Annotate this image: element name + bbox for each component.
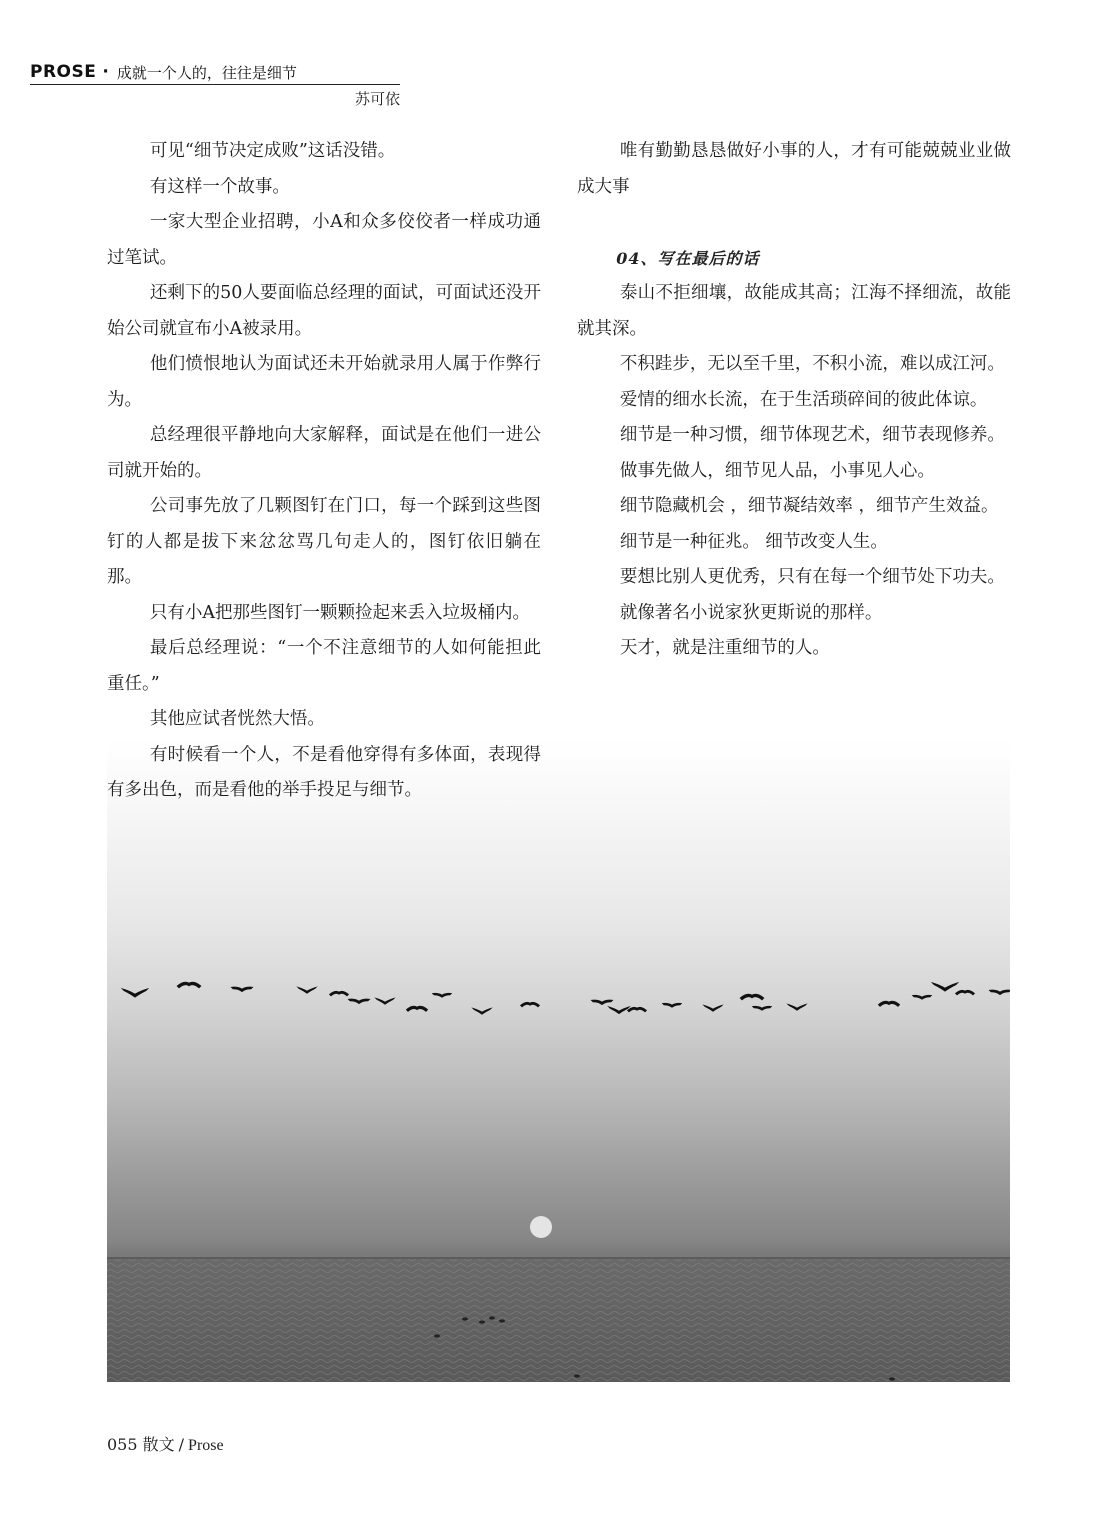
- footer-separator: /: [178, 1435, 185, 1454]
- bird-icon: [591, 1000, 613, 1005]
- magazine-name-cn: 散文: [142, 1435, 175, 1454]
- bird-icon: [703, 1005, 722, 1011]
- section-tag: PROSE: [30, 62, 97, 82]
- page-number: 055: [107, 1435, 138, 1454]
- bird-icon: [231, 987, 253, 992]
- magazine-name-en: Prose: [188, 1437, 224, 1454]
- bird-icon: [520, 1002, 539, 1007]
- page-footer: [107, 1432, 224, 1455]
- paragraph: 有这样一个故事。: [149, 176, 290, 197]
- paragraph: 最后总经理说：“一个不注意细节的人如何能担此重任。”: [107, 638, 541, 694]
- paragraph: 要想比别人更优秀，只有在每一个细节处下功夫。: [619, 567, 1005, 587]
- paragraph: 一家大型企业招聘，小A和众多佼佼者一样成功通过笔试。: [107, 212, 541, 268]
- header-title-row: [30, 60, 297, 84]
- header-separator: ·: [102, 62, 109, 82]
- bird-icon: [375, 998, 394, 1004]
- sea-bird-icon: [434, 1334, 440, 1337]
- intro-paragraph: 唯有勤勤恳恳做好小事的人，才有可能兢兢业业做成大事: [577, 141, 1011, 197]
- sea-bird-icon: [462, 1317, 468, 1320]
- left-column: [107, 134, 541, 809]
- paragraph: 公司事先放了几颗图钉在门口，每一个踩到这些图钉的人都是拔下来忿忿骂几句走人的，图钉依旧躺在那。: [107, 496, 541, 587]
- section-heading: 04、写在最后的话: [616, 248, 760, 268]
- bird-icon: [329, 991, 348, 996]
- paragraph: 可见“细节决定成败”这话没错。: [149, 141, 396, 161]
- flock-of-birds: [122, 982, 1010, 1014]
- sea-sunset-illustration: [107, 739, 1010, 1382]
- paragraph: 细节是一种征兆。 细节改变人生。: [619, 531, 888, 552]
- bird-icon: [752, 1006, 771, 1010]
- bird-icon: [297, 987, 316, 993]
- header-rule: [30, 84, 400, 85]
- sea-bird-icon: [489, 1316, 495, 1319]
- sea-bird-icon: [499, 1319, 505, 1322]
- bird-icon: [122, 989, 148, 998]
- article-author: 苏可依: [354, 90, 400, 108]
- bird-icon: [472, 1008, 491, 1014]
- paragraph: 细节是一种习惯，细节体现艺术，细节表现修养。: [619, 425, 1005, 445]
- paragraph: 他们愤恨地认为面试还未开始就录用人属于作弊行为。: [107, 354, 541, 410]
- paragraph: 就像著名小说家狄更斯说的那样。: [619, 602, 883, 623]
- article-title: 成就一个人的，往往是细节: [116, 63, 297, 82]
- right-column: [577, 134, 1011, 667]
- paragraph: 泰山不拒细壤，故能成其高；江海不择细流，故能就其深。: [577, 283, 1011, 339]
- bird-icon: [177, 982, 201, 988]
- bird-icon: [406, 1006, 428, 1011]
- bird-icon: [608, 1007, 630, 1014]
- bird-icon: [989, 990, 1010, 995]
- sun: [530, 1216, 552, 1238]
- paragraph: 其他应试者恍然大悟。: [149, 709, 325, 729]
- paragraph: 细节隐藏机会 ，细节凝结效率 ，细节产生效益。: [619, 496, 999, 516]
- bird-icon: [662, 1003, 681, 1007]
- paragraph: 有时候看一个人，不是看他穿得有多体面，表现得有多出色，而是看他的举手投足与细节。: [107, 744, 541, 800]
- paragraph: 天才，就是注重细节的人。: [619, 638, 830, 658]
- sea-bird-icon: [574, 1374, 580, 1377]
- bird-icon: [787, 1004, 806, 1010]
- paragraph: 只有小A把那些图钉一颗颗捡起来丢入垃圾桶内。: [149, 602, 531, 623]
- bird-icon: [348, 999, 370, 1004]
- horizon-line: [107, 1257, 1010, 1259]
- paragraph: 做事先做人，细节见人品，小事见人心。: [619, 460, 935, 481]
- page-header: [30, 60, 402, 108]
- bird-icon: [878, 1001, 900, 1006]
- sea-waves: [107, 1258, 1010, 1382]
- section-spacer: [577, 205, 1011, 241]
- paragraph: 还剩下的50人要面临总经理的面试，可面试还没开始公司就宣布小A被录用。: [107, 283, 541, 339]
- bird-icon: [627, 1007, 646, 1012]
- paragraph: 不积跬步，无以至千里，不积小流，难以成江河。: [619, 354, 1005, 374]
- bird-icon: [912, 995, 931, 999]
- birds-over-sea-photo: [107, 739, 1010, 1382]
- paragraph: 爱情的细水长流，在于生活琐碎间的彼此体谅。: [619, 389, 988, 410]
- bird-icon: [740, 994, 764, 1000]
- bird-icon: [932, 983, 958, 992]
- sea-bird-icon: [889, 1377, 895, 1380]
- bird-icon: [432, 993, 451, 997]
- sea-bird-icon: [479, 1320, 485, 1323]
- bird-icon: [955, 990, 974, 995]
- paragraph: 总经理很平静地向大家解释，面试是在他们一进公司就开始的。: [107, 425, 541, 481]
